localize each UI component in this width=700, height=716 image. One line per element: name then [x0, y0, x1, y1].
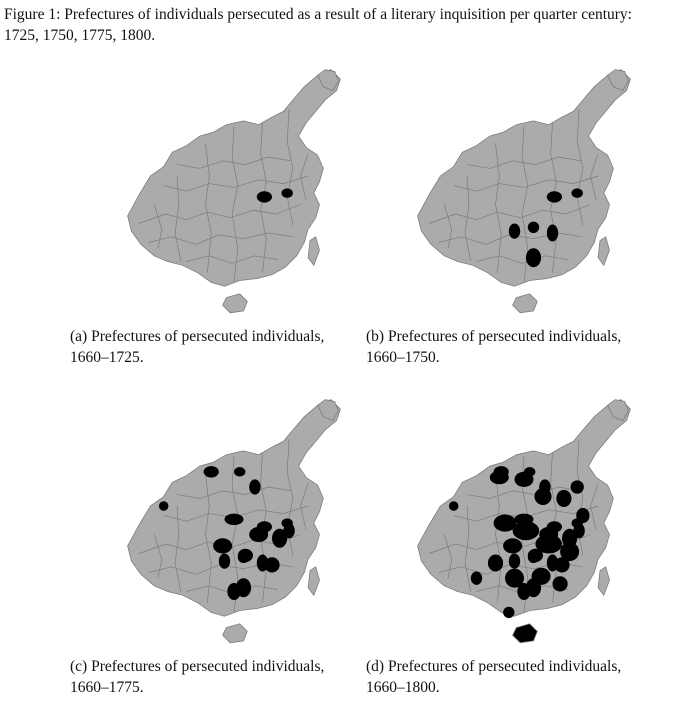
persecuted-prefecture	[488, 554, 503, 571]
persecuted-prefecture	[534, 488, 551, 505]
landmass-hainan	[223, 294, 248, 313]
persecuted-prefecture	[449, 501, 459, 511]
china-map-a	[110, 62, 430, 332]
china-map-b	[400, 62, 700, 332]
persecuted-prefecture	[282, 188, 293, 198]
persecuted-prefecture	[503, 538, 522, 553]
persecuted-prefecture	[219, 554, 230, 569]
persecuted-prefecture	[490, 471, 509, 484]
persecuted-prefecture	[528, 222, 539, 233]
persecuted-prefecture	[249, 527, 268, 542]
china-map-c	[110, 392, 430, 662]
panel-a-caption	[70, 326, 324, 368]
panel-d-caption	[366, 656, 621, 698]
persecuted-prefecture	[234, 467, 245, 477]
persecuted-prefecture	[526, 248, 541, 267]
landmass-taiwan	[598, 237, 609, 265]
persecuted-prefecture	[532, 568, 551, 585]
persecuted-prefecture	[249, 479, 260, 494]
figure-caption	[4, 4, 696, 46]
persecuted-prefecture	[547, 224, 558, 241]
landmass-hainan	[513, 294, 538, 313]
persecuted-prefecture	[560, 542, 579, 561]
panel-a-caption-line1: (a) Prefectures of persecuted individuals,	[70, 328, 325, 345]
persecuted-prefecture	[571, 480, 584, 493]
persecuted-prefecture	[264, 557, 279, 572]
landmass-taiwan	[598, 567, 609, 596]
persecuted-prefecture	[471, 572, 482, 585]
persecuted-prefecture	[159, 501, 169, 511]
persecuted-prefecture	[576, 508, 589, 523]
persecuted-prefecture	[213, 538, 232, 553]
landmass-hainan	[513, 624, 538, 643]
persecuted-prefecture	[204, 466, 219, 477]
persecuted-prefecture	[513, 521, 540, 540]
panel-c-caption-line1: (c) Prefectures of persecuted individuals,	[70, 658, 325, 675]
figure-caption-line1: Figure 1: Prefectures of individuals persecuted as a result of a literary inquisition per quarter century:	[4, 6, 632, 23]
persecuted-prefecture	[572, 188, 583, 198]
panel-d-caption-line2: 1660–1800.	[366, 679, 440, 696]
panel-c-caption	[70, 656, 324, 698]
panel-d-caption-line1: (d) Prefectures of persecuted individuals,	[366, 658, 622, 675]
persecuted-prefecture	[553, 576, 568, 591]
landmass-taiwan	[308, 237, 319, 265]
persecuted-prefecture	[556, 490, 571, 507]
panel-a-caption-line2: 1660–1725.	[70, 349, 144, 366]
panel-b-caption-line1: (b) Prefectures of persecuted individuals,	[366, 328, 622, 345]
persecuted-prefecture	[509, 224, 520, 239]
persecuted-prefecture	[547, 191, 562, 202]
persecuted-prefecture	[573, 523, 584, 538]
persecuted-prefecture	[505, 569, 524, 588]
persecuted-prefecture	[238, 549, 253, 562]
landmass-hainan	[223, 624, 248, 643]
panel-b-caption	[366, 326, 621, 368]
figure-caption-line2: 1725, 1750, 1775, 1800.	[4, 27, 156, 44]
persecuted-prefecture	[535, 535, 562, 554]
persecuted-prefecture	[503, 607, 514, 618]
panel-b-caption-line2: 1660–1750.	[366, 349, 440, 366]
persecuted-prefecture	[257, 191, 272, 202]
persecuted-prefecture	[283, 523, 294, 538]
panel-c-caption-line2: 1660–1775.	[70, 679, 144, 696]
persecuted-prefecture	[509, 554, 520, 569]
china-map-d	[400, 392, 700, 662]
persecuted-prefecture	[225, 514, 244, 525]
persecuted-prefecture	[515, 472, 534, 487]
landmass-taiwan	[308, 567, 319, 596]
persecuted-prefecture	[227, 583, 240, 600]
